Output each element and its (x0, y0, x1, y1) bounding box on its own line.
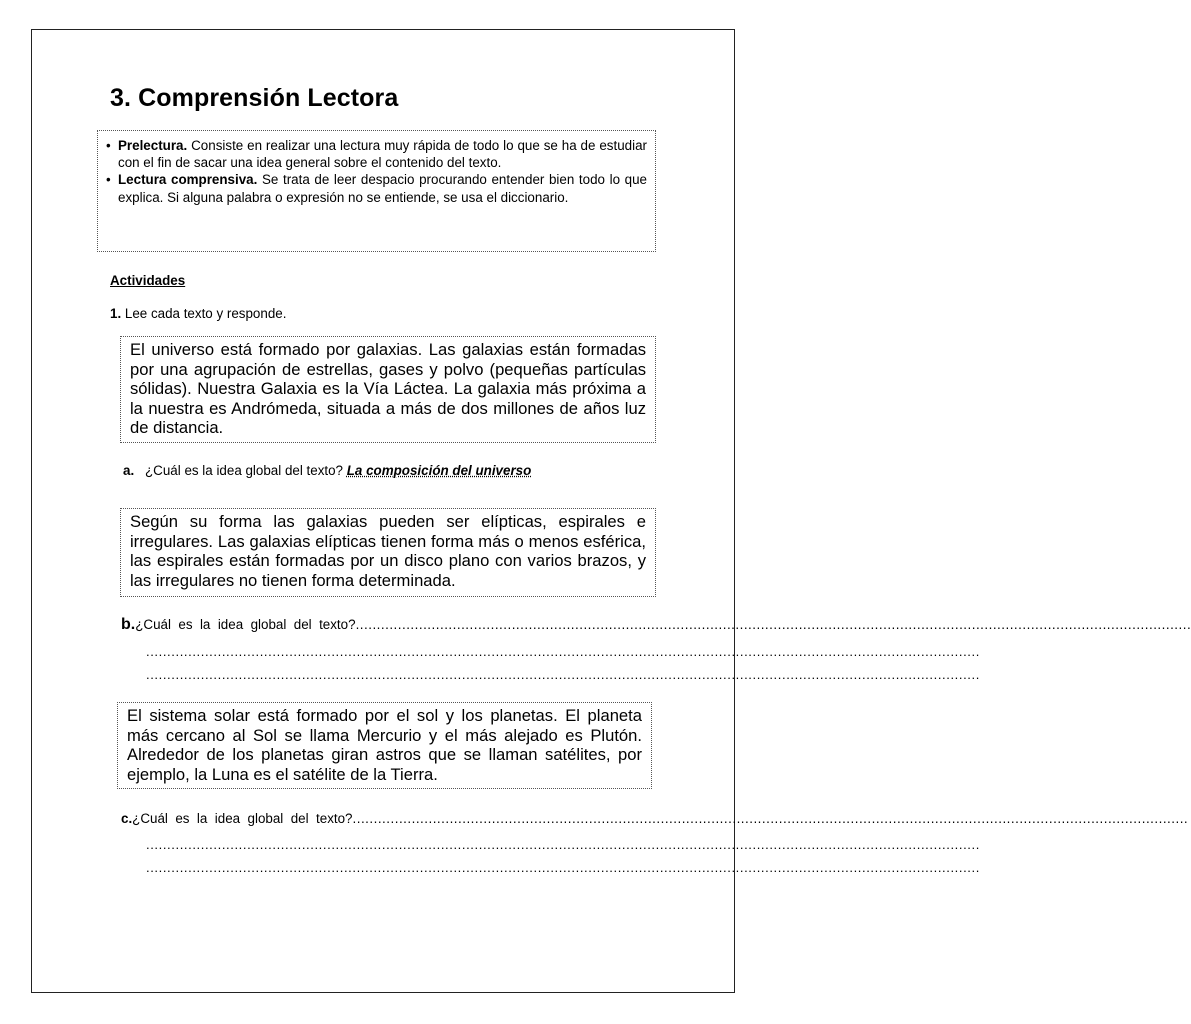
instruction (110, 306, 286, 321)
term-prelectura: Prelectura. (118, 138, 188, 153)
answer-line-b-3[interactable]: ...................................................................................................................................................................................................... (146, 667, 980, 682)
question-b (121, 616, 1191, 634)
activities-heading: Actividades (110, 273, 186, 288)
question-letter-c: c. (121, 811, 133, 826)
instruction-number: 1. (110, 306, 122, 321)
question-a-answer[interactable]: La composición del universo (346, 463, 532, 478)
question-c-text: ¿Cuál es la idea global del texto? (132, 811, 353, 826)
term-lectura-comprensiva: Lectura comprensiva. (118, 172, 258, 188)
question-a-text: ¿Cuál es la idea global del texto? (145, 463, 344, 478)
answer-line-b-2[interactable]: ...................................................................................................................................................................................................... (146, 644, 980, 659)
answer-line-c-2[interactable]: ...................................................................................................................................................................................................... (146, 837, 980, 852)
bullet-dot-icon: • (106, 138, 111, 153)
reading-text-2: Según su forma las galaxias pueden ser elípticas, espirales e irregulares. Las galaxias elípticas tienen forma más o menos esférica, las espirales están formadas por un disco plano con varios brazos, y las irregulares no tienen forma determinada. (120, 508, 656, 597)
bullet-prelectura (106, 137, 647, 171)
bullet-dot-icon: • (106, 172, 111, 188)
instruction-text: Lee cada texto y responde. (121, 306, 287, 321)
reading-text-1: El universo está formado por galaxias. Las galaxias están formadas por una agrupación de estrellas, gases y polvo (pequeñas partículas sólidas). Nuestra Galaxia es la Vía Láctea. La galaxia más próxima a la nuestra es Andrómeda, situada a más de dos millones de años luz de distancia. (120, 336, 656, 443)
answer-line-b-1[interactable]: ...................................................................................................................................................................................................... (355, 617, 1191, 632)
question-letter-b: b. (121, 616, 136, 633)
definition-prelectura: Consiste en realizar una lectura muy rápida de todo lo que se ha de estudiar con el fin de sacar una idea general sobre el contenido del texto. (118, 138, 647, 171)
intro-definitions-box (97, 130, 656, 252)
section-title: 3. Comprensión Lectora (110, 84, 399, 112)
reading-text-3: El sistema solar está formado por el sol y los planetas. El planeta más cercano al Sol se llama Mercurio y el más alejado es Plutón. Alrededor de los planetas giran astros que se llaman satélites, por ejemplo, la Luna es el satélite de la Tierra. (117, 702, 652, 789)
bullet-lectura-comprensiva (106, 171, 647, 205)
question-c (121, 811, 1189, 826)
question-letter-a: a. (123, 463, 135, 478)
definition-lectura-comprensiva: Se trata de leer despacio procurando entender bien todo lo que explica. Si alguna palabra o expresión no se entiende, se usa el diccionario. (118, 172, 647, 205)
answer-line-c-1[interactable]: ...................................................................................................................................................................................................... (352, 811, 1189, 826)
question-a (123, 463, 531, 478)
question-b-text: ¿Cuál es la idea global del texto? (135, 617, 356, 632)
answer-line-c-3[interactable]: ...................................................................................................................................................................................................... (146, 860, 980, 875)
